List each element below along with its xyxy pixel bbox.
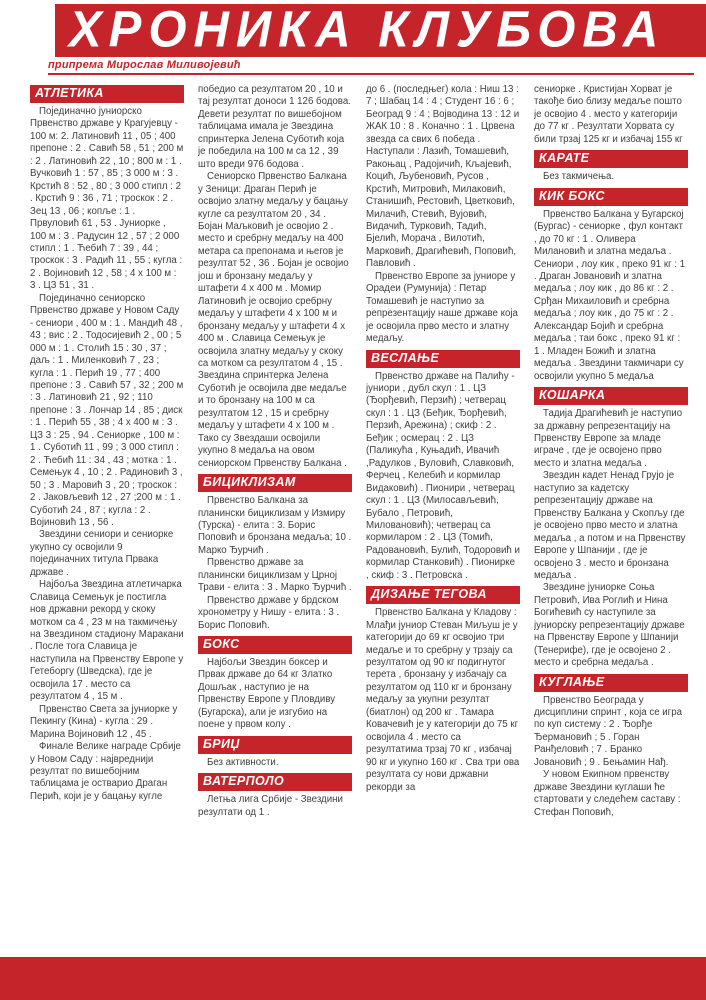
section-header: ВЕСЛАЊЕ — [366, 350, 520, 368]
section-header: ДИЗАЊЕ ТЕГОВА — [366, 586, 520, 604]
section-header: БИЦИКЛИЗАМ — [198, 474, 352, 492]
paragraph: Звездини сениори и сениорке укупно су освојили 9 појединачних титула Првака државе . — [30, 529, 174, 578]
section-header: ВАТЕРПОЛО — [198, 773, 352, 791]
section-header: БРИЏ — [198, 736, 352, 754]
paragraph: Првенство државе у брдском хронометру у Нишу - елита : 3 . Борис Поповић. — [198, 594, 340, 631]
paragraph: Најбоља Звездина атлетичарка Славица Семењук је постигла нов државни рекорд у скоку мотком са 4 , 23 м на такмичењу на Звездином стадиону Маракани . После тога Славица је наступила на Првенству Европе у Гетеборгу (Шведска), где је освојила 17 . место са резултатом 4 , 15 м . — [30, 579, 184, 703]
article-columns — [30, 84, 690, 956]
paragraph: Првенство Европе за јуниоре у Орадеи (Румунија) : Петар Томашевић је наступио за репрезентацију наше државе која је освојила прво место и златну медаљу. — [366, 270, 518, 345]
paragraph: сениорке . Кристијан Хорват је такође био близу медаље пошто је освојио 4 . место у категорији до 77 кг . Резултати Хорвата су били трзај 125 кг и избачај 155 кг — [534, 84, 683, 145]
paragraph: Првенство Балкана у Бугарској (Бургас) - сениорке , фул контакт , до 70 кг : 1 . Оливера Милановић и златна медаља . Сениори , лоу кик , преко 91 кг : 1 . Драган Јовановић и златна медаља ; лоу кик , до 86 кг : 2 . Срђан Михаиловић и сребрна медаља ; лоу кик , до 75 кг : 2 . Александар Бојић и сребрна медаља ; таи бокс , преко 91 кг : 1 . Младен Божић и златна медаља . Звездини такмичари су освојили укупно 5 медаља — [534, 208, 686, 382]
section-header: КОШАРКА — [534, 387, 688, 405]
paragraph: Првенство Света за јуниорке у Пекингу (Кина) - кугла : 29 . Марина Војиновић 12 , 45 . — [30, 703, 178, 740]
paragraph: Звездине јуниорке Соња Петровић, Ива Роглић и Нина Богићевић су наступиле за јуниорску репрезентацију државе на Првенству Европе у Шпанији (Тенерифе), где је освојено 2 . место и сребрна медаља . — [534, 582, 685, 669]
paragraph: до 6 . (последњег) кола : Ниш 13 : 7 ; Шабац 14 : 4 ; Студент 16 : 6 ; Београд 9 : 4 ; Војводина 13 : 12 и ЖАК 10 : 8 . Коначно : 1 . Црвена звезда са свих 6 победа . Наступали : Лазић, Томашевић, Ракоњац , Радојичић, Кљајевић, Коцић, Љубеновић, Русов , Крстић, Митровић, Милаковић, Станишић, Рестовић, Цветковић, Милачић, Стевић, Вујовић, Видачић, Турковић, Тадић, Бјелић, Морача , Вилотић, Марковић, Драгићевић, Поповић, Павловић . — [366, 84, 520, 270]
section-header: БОКС — [198, 636, 352, 654]
paragraph: Појединачно сениорско Првенство државе у Новом Саду - сениори , 400 м : 1 . Мандић 48 , 43 ; вис : 2 . Тодосијевић 2 , 00 ; 5 000 м : 1 . Столић 15 : 30 , 37 ; даљ : 1 . Миленковић 7 , 23 ; кугла : 1 . Перић 19 , 77 ; 400 препоне : 3 . Савић 57 , 32 ; 200 м : 3 . Латиновић 21 , 92 ; 110 препоне : 3 . Лончар 14 , 85 ; диск : 1 . Перић 55 , 38 ; 4 х 400 м : 3 . ЦЗ 3 : 25 , 94 . Сениорке , 100 м : 1 . Суботић 11 , 99 ; 3 000 стипл : 2 . Ћебић 11 : 34 , 43 ; мотка : 1 . Семењук 4 , 10 ; 2 . Радиновић 3 , 50 ; 3 . Маровић 3 , 20 ; троскок : 2 . Јаковљевић 12 , 27 ;200 м : 1 . Суботић 24 , 87 ; кугла : 2 . Војиновић 13 , 56 . — [30, 292, 184, 528]
paragraph: Појединачно јуниорско Првенство државе у Крагујевцу - 100 м: 2. Латиновић 11 , 05 ; 400 препоне : 2 . Савић 58 , 51 ; 200 м : 2 . Латиновић 22 , 10 ; 800 м : 1 . Вучковић 1 : 57 , 85 ; 3 000 м : 3 . Крстић 8 : 52 , 80 ; 3 000 стипл : 2 . Крстић 9 : 36 , 71 ; троскок : 2 . Зец 13 , 06 ; копље : 1 . Првуловић 61 , 53 . Јуниорке , 100 м : 3 . Радусин 12 , 57 ; 2 000 стипл : 1 . Ћебић 7 : 39 , 44 ; троскок : 3 . Радић 11 , 55 ; кугла : 2 . Војиновић 12 , 58 ; 4 х 100 м : 3 . ЦЗ 51 , 31 . — [30, 106, 184, 292]
paragraph: Тадија Драгићевић је наступио за државну репрезентацију на Првенству Европе за младе играче , где је освојено прво место и златна медаља . — [534, 408, 683, 469]
section-header: КИК БОКС — [534, 188, 688, 206]
section-header: КАРАТЕ — [534, 150, 688, 168]
paragraph: Најбољи Звездин боксер и Првак државе до 64 кг Златко Дошљак , наступио је на Првенству Европе у Пловдиву (Бугарска), али је изгубио на поене у првом колу . — [198, 657, 336, 731]
paragraph: победио са резултатом 20 , 10 и тај резултат доноси 1 126 бодова. Девети резултат по вишебојном таблицама имала је Звездина спринтерка Јелена Суботић која је победила на 100 м са 12 , 39 што вреди 976 бодова . — [198, 84, 351, 170]
section-header: АТЛЕТИКА — [30, 85, 184, 103]
paragraph: Првенство Београда у дисциплини спринт , која се игра по куп систему : 2 . Ђорђе Ђермановић ; 5 . Горан Ранђеловић ; 7 . Бранко Јовановић ; 9 . Бењамин Нађ. — [534, 694, 682, 768]
column-3 — [366, 84, 520, 956]
page-title: ХРОНИКА КЛУБОВА — [69, 1, 666, 59]
paragraph: Сениорско Првенство Балкана у Зеници: Драган Перић је освојио златну медаљу у бацању кугле са резултатом 20 , 34 . Бојан Маљковић је освојио 2 . место и сребрну медаљу на 400 метара са препонама и његов је резултат 52 , 36 . Бојан је освојио још и бронзану медаљу у штафети 4 х 400 м . Момир Латиновић је освојио сребрну медаљу у штафети 4 х 100 м и бронзану медаљу у штафети 4 х 400 м . Славица Семењук је освојила златну медаљу у скоку са мотком са резултатом 4 , 15 . Звездина спринтерка Јелена Суботић је освојила две медаље и то бронзану на 100 м са резултатом 12 , 15 и сребрну медаљу у штафети 4 х 100 м . Тако су Звездаши освојили укупно 8 медаља на овом сениорском Првенству Балкана . — [198, 171, 349, 469]
footer-bar — [0, 957, 706, 1000]
paragraph: Првенство Балкана за планински бициклизам у Измиру (Турска) - елита : 3. Борис Поповић и бронзана медаља; 10 . Марко Ђурчић . — [198, 495, 352, 556]
paragraph: У новом Екипном првенству државе Звездини куглаши ће стартовати у следећем саставу : Стефан Поповић, — [534, 769, 681, 818]
paragraph: Летња лига Србије - Звездини резултати од 1 . — [198, 794, 343, 818]
paragraph: Првенство државе за планински бициклизам у Црној Трави - елита : 3 . Марко Ђурчић . — [198, 557, 352, 594]
column-4 — [534, 84, 688, 956]
column-2 — [198, 84, 352, 956]
column-1 — [30, 84, 184, 956]
paragraph: Првенство Балкана у Кладову : Млађи јуниор Стеван Миљуш је у категорији до 69 кг освојио три медаље и то сребрну у трзају са резултатом од 90 кг подигнутог терета , бронзану у избачају са резултатом од 110 кг и бронзану медаљу за укупни резултат (биатлон) од 200 кг . Тамара Ковачевић је у категорији до 75 кг освојила 4 . место са резултатима трзај 70 кг , избачај 90 кг и укупно 160 кг . Сва три ова резултата су нови државни рекорди за — [366, 607, 520, 793]
paragraph: Звездин кадет Ненад Грујо је наступио за кадетску репрезентацију државе на Првенству Балкана у Скопљу где је освојено прво место и златна медаља , а потом и на Првенству Европе у Шпанији , где је освојено 3 . место и бронзана медаља . — [534, 470, 686, 581]
paragraph: Без такмичења. — [543, 171, 615, 183]
byline: припрема Мирослав Миливојевић — [48, 59, 241, 71]
paragraph: Без активности. — [207, 756, 279, 768]
paragraph: Финале Велике награде Србије у Новом Саду : највреднији резултат по вишебојним таблицама је остварио Драган Перић, који је у бацању кугле — [30, 741, 181, 802]
paragraph: Првенство државе на Палићу - јуниори , дубл скул : 1 . ЦЗ (Ђорђевић, Перзић) ; четверац скул : 1 . ЦЗ (Беђик, Ђорђевић, Перзић, Арежина) ; скиф : 2 . Беђик ; осмерац : 2 . ЦЗ (Паликућа , Куњадић, Ивачић ,Радулков , Вуловић, Славковић, Ферчец , Келебић и кормилар Видаковић) . Пионири , четверац скул : 1 . ЦЗ (Милосављевић, Бубало , Петровић, Миловановић); четверац са кормиларом : 2 . ЦЗ (Томић, Радовановић, Булић, Тодоровић и кормилар Станковић) . Пионирке , скиф : 3 . Петровска . — [366, 370, 520, 581]
section-header: КУГЛАЊЕ — [534, 674, 688, 692]
masthead-band — [55, 1, 706, 59]
byline-rule — [48, 73, 694, 75]
